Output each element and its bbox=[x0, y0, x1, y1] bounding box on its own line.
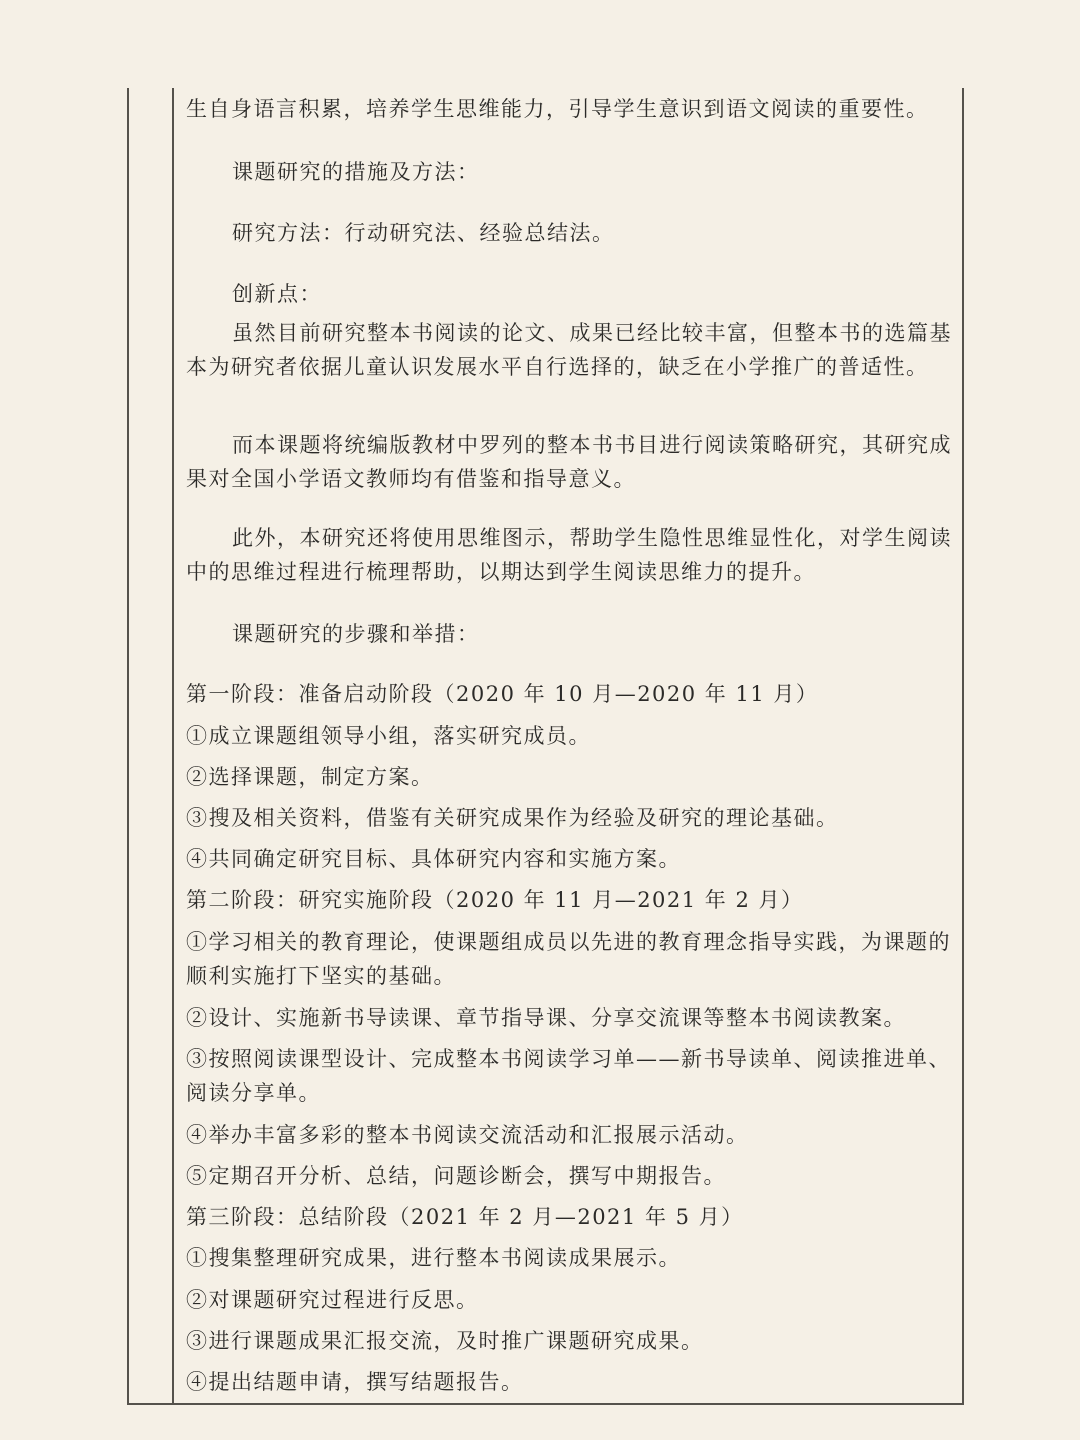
table-right-border bbox=[962, 88, 964, 1404]
stage-2-item-3: ③按照阅读课型设计、完成整本书阅读学习单——新书导读单、阅读推进单、阅读分享单。 bbox=[186, 1047, 951, 1105]
stage-2-title: 第二阶段：研究实施阶段（2020 年 11 月—2021 年 2 月） bbox=[186, 888, 804, 912]
stage-3-item-3: ③进行课题成果汇报交流，及时推广课题研究成果。 bbox=[186, 1329, 704, 1353]
steps-heading: 课题研究的步骤和举措： bbox=[232, 622, 480, 646]
stage-1-item-1: ①成立课题组领导小组，落实研究成员。 bbox=[186, 724, 591, 748]
table-bottom-border bbox=[127, 1403, 964, 1405]
innovation-paragraph-1: 虽然目前研究整本书阅读的论文、成果已经比较丰富，但整本书的选篇基本为研究者依据儿童认识发展水平自行选择的，缺乏在小学推广的普适性。 bbox=[186, 321, 952, 379]
measures-heading: 课题研究的措施及方法： bbox=[232, 160, 480, 184]
innovation-heading: 创新点： bbox=[232, 282, 322, 306]
stage-2-item-2: ②设计、实施新书导读课、章节指导课、分享交流课等整本书阅读教案。 bbox=[186, 1006, 906, 1030]
research-methods: 研究方法：行动研究法、经验总结法。 bbox=[232, 221, 615, 245]
top-continuation-line: 生自身语言积累，培养学生思维能力，引导学生意识到语文阅读的重要性。 bbox=[186, 97, 929, 121]
stage-3-item-2: ②对课题研究过程进行反思。 bbox=[186, 1288, 479, 1312]
stage-3-item-4: ④提出结题申请，撰写结题报告。 bbox=[186, 1370, 524, 1394]
table-left-inner-border bbox=[172, 88, 174, 1404]
stage-2-item-4: ④举办丰富多彩的整本书阅读交流活动和汇报展示活动。 bbox=[186, 1123, 749, 1147]
stage-2-item-5: ⑤定期召开分析、总结，问题诊断会，撰写中期报告。 bbox=[186, 1164, 726, 1188]
stage-1-item-3: ③搜及相关资料，借鉴有关研究成果作为经验及研究的理论基础。 bbox=[186, 806, 839, 830]
stage-2-item-1: ①学习相关的教育理论，使课题组成员以先进的教育理念指导实践，为课题的顺利实施打下坚实的基础。 bbox=[186, 930, 951, 988]
stage-1-item-2: ②选择课题，制定方案。 bbox=[186, 765, 434, 789]
stage-1-title: 第一阶段：准备启动阶段（2020 年 10 月—2020 年 11 月） bbox=[186, 682, 819, 706]
table-left-outer-border bbox=[127, 88, 129, 1404]
innovation-paragraph-2: 而本课题将统编版教材中罗列的整本书书目进行阅读策略研究，其研究成果对全国小学语文教师均有借鉴和指导意义。 bbox=[186, 433, 952, 491]
stage-3-item-1: ①搜集整理研究成果，进行整本书阅读成果展示。 bbox=[186, 1246, 681, 1270]
innovation-paragraph-3: 此外，本研究还将使用思维图示，帮助学生隐性思维显性化，对学生阅读中的思维过程进行梳理帮助，以期达到学生阅读思维力的提升。 bbox=[186, 526, 952, 584]
stage-1-item-4: ④共同确定研究目标、具体研究内容和实施方案。 bbox=[186, 847, 681, 871]
stage-3-title: 第三阶段：总结阶段（2021 年 2 月—2021 年 5 月） bbox=[186, 1205, 744, 1229]
